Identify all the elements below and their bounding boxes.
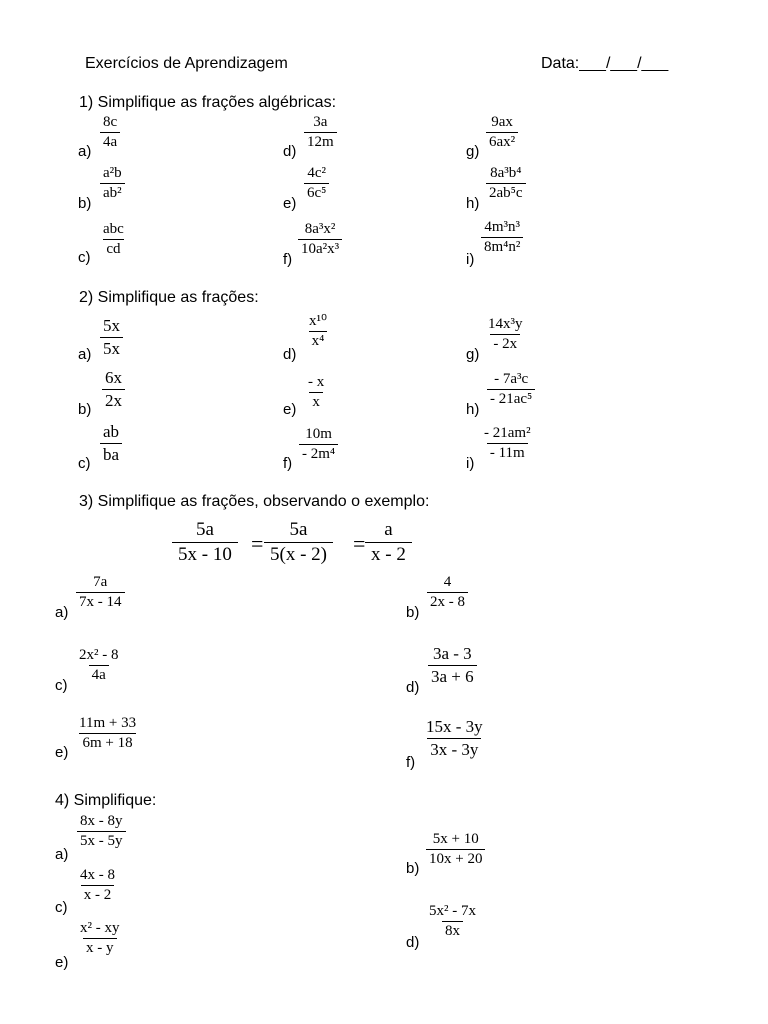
s2-g-label: g) bbox=[466, 346, 480, 363]
s2-c-fraction bbox=[100, 422, 122, 464]
denominator: x⁴ bbox=[309, 331, 328, 350]
denominator: 10x + 20 bbox=[426, 849, 485, 868]
numerator: - x bbox=[308, 374, 325, 390]
example-fraction-3 bbox=[365, 519, 412, 566]
example-fraction-2 bbox=[264, 519, 333, 566]
section-3-title: 3) Simplifique as frações, observando o exemplo: bbox=[79, 493, 430, 510]
denominator: - 2m⁴ bbox=[299, 444, 338, 463]
denominator: 10a²x³ bbox=[298, 239, 342, 258]
numerator: 11m + 33 bbox=[79, 715, 137, 731]
denominator: x - y bbox=[83, 938, 117, 957]
numerator: - 7a³c bbox=[494, 371, 529, 387]
numerator: a bbox=[384, 519, 393, 540]
denominator: 4a bbox=[100, 132, 120, 151]
denominator: 5(x - 2) bbox=[264, 542, 333, 566]
denominator: - 11m bbox=[487, 443, 528, 462]
s1-f-label: f) bbox=[283, 251, 293, 268]
s3-c-label: c) bbox=[55, 677, 68, 694]
example-fraction-1 bbox=[172, 519, 238, 566]
s3-d-fraction bbox=[428, 644, 477, 686]
numerator: 9ax bbox=[491, 114, 513, 130]
numerator: 2x² - 8 bbox=[79, 647, 119, 663]
s2-a-label: a) bbox=[78, 346, 92, 363]
numerator: 8x - 8y bbox=[80, 813, 123, 829]
s1-a-fraction bbox=[100, 114, 120, 152]
s1-c-label: c) bbox=[78, 249, 91, 266]
numerator: 14x³y bbox=[488, 316, 523, 332]
s4-e-label: e) bbox=[55, 954, 69, 971]
s2-h-fraction bbox=[487, 371, 535, 409]
denominator: x bbox=[309, 392, 323, 411]
numerator: 6x bbox=[105, 368, 122, 387]
s2-b-fraction bbox=[102, 368, 125, 410]
s1-h-label: h) bbox=[466, 195, 480, 212]
s1-g-label: g) bbox=[466, 143, 480, 160]
s1-d-fraction bbox=[304, 114, 337, 152]
s1-e-label: e) bbox=[283, 195, 297, 212]
numerator: abc bbox=[103, 221, 124, 237]
equals-sign: = bbox=[353, 531, 366, 556]
s2-g-fraction bbox=[485, 316, 526, 354]
s4-d-fraction bbox=[426, 903, 479, 941]
s2-i-fraction bbox=[481, 425, 534, 463]
s2-e-fraction bbox=[305, 374, 327, 412]
numerator: x¹⁰ bbox=[309, 313, 328, 329]
denominator: 3a + 6 bbox=[428, 665, 477, 687]
s3-e-fraction bbox=[76, 715, 139, 753]
worksheet-title: Exercícios de Aprendizagem bbox=[85, 55, 288, 72]
s2-i-label: i) bbox=[466, 455, 475, 472]
s4-b-fraction bbox=[426, 831, 485, 869]
numerator: 5a bbox=[195, 519, 214, 540]
s2-f-label: f) bbox=[283, 455, 293, 472]
denominator: ba bbox=[100, 443, 122, 465]
numerator: 4x - 8 bbox=[80, 867, 115, 883]
s1-a-label: a) bbox=[78, 143, 92, 160]
numerator: 15x - 3y bbox=[426, 717, 483, 736]
numerator: 4m³n³ bbox=[484, 219, 521, 235]
numerator: 8a³x² bbox=[304, 221, 336, 237]
s4-e-fraction bbox=[77, 920, 123, 958]
s1-i-label: i) bbox=[466, 251, 475, 268]
numerator: 3a bbox=[313, 114, 328, 130]
numerator: 4c² bbox=[307, 165, 327, 181]
s3-f-fraction bbox=[423, 717, 486, 759]
denominator: x - 2 bbox=[365, 542, 412, 566]
numerator: 8a³b⁴ bbox=[490, 165, 522, 181]
numerator: 5x² - 7x bbox=[429, 903, 476, 919]
s1-f-fraction bbox=[298, 221, 342, 259]
numerator: 5x bbox=[103, 316, 120, 335]
s1-b-fraction bbox=[100, 165, 125, 203]
denominator: 3x - 3y bbox=[427, 738, 481, 760]
numerator: 8c bbox=[103, 114, 118, 130]
s3-b-fraction bbox=[427, 574, 468, 612]
denominator: 4a bbox=[89, 665, 109, 684]
denominator: - 21ac⁵ bbox=[487, 389, 535, 408]
s3-e-label: e) bbox=[55, 744, 69, 761]
s2-d-fraction bbox=[306, 313, 330, 351]
denominator: 6c⁵ bbox=[304, 183, 329, 202]
denominator: 6ax² bbox=[486, 132, 518, 151]
s3-d-label: d) bbox=[406, 679, 420, 696]
denominator: cd bbox=[103, 239, 123, 258]
denominator: 12m bbox=[304, 132, 337, 151]
s1-h-fraction bbox=[486, 165, 526, 203]
denominator: 5x - 10 bbox=[172, 542, 238, 566]
s2-f-fraction bbox=[299, 426, 338, 464]
s1-d-label: d) bbox=[283, 143, 297, 160]
denominator: 5x bbox=[100, 337, 123, 359]
numerator: 4 bbox=[443, 574, 452, 590]
s2-b-label: b) bbox=[78, 401, 92, 418]
s4-a-fraction bbox=[77, 813, 126, 851]
numerator: 5a bbox=[289, 519, 308, 540]
s2-c-label: c) bbox=[78, 455, 91, 472]
numerator: 10m bbox=[305, 426, 332, 442]
s4-c-label: c) bbox=[55, 899, 68, 916]
s2-e-label: e) bbox=[283, 401, 297, 418]
s3-a-label: a) bbox=[55, 604, 69, 621]
s3-b-label: b) bbox=[406, 604, 420, 621]
denominator: 8m⁴n² bbox=[481, 237, 523, 256]
numerator: a²b bbox=[103, 165, 122, 181]
s2-d-label: d) bbox=[283, 346, 297, 363]
s1-b-label: b) bbox=[78, 195, 92, 212]
numerator: 3a - 3 bbox=[432, 644, 472, 663]
s1-e-fraction bbox=[304, 165, 329, 203]
denominator: 2x bbox=[102, 389, 125, 411]
numerator: 5x + 10 bbox=[432, 831, 479, 847]
equals-sign: = bbox=[251, 531, 264, 556]
denominator: 7x - 14 bbox=[76, 592, 125, 611]
numerator: 7a bbox=[93, 574, 108, 590]
s2-h-label: h) bbox=[466, 401, 480, 418]
s2-a-fraction bbox=[100, 316, 123, 358]
denominator: - 2x bbox=[490, 334, 520, 353]
numerator: - 21am² bbox=[484, 425, 531, 441]
s3-a-fraction bbox=[76, 574, 125, 612]
s4-d-label: d) bbox=[406, 934, 420, 951]
section-2-title: 2) Simplifique as frações: bbox=[79, 289, 259, 306]
s3-f-label: f) bbox=[406, 754, 416, 771]
s4-b-label: b) bbox=[406, 860, 420, 877]
denominator: 2ab⁵c bbox=[486, 183, 526, 202]
denominator: ab² bbox=[100, 183, 125, 202]
s1-c-fraction bbox=[100, 221, 127, 259]
denominator: 5x - 5y bbox=[77, 831, 126, 850]
numerator: x² - xy bbox=[80, 920, 120, 936]
section-1-title: 1) Simplifique as frações algébricas: bbox=[79, 94, 337, 111]
s1-g-fraction bbox=[486, 114, 518, 152]
section-4-title: 4) Simplifique: bbox=[55, 792, 157, 809]
date-field: Data:___/___/___ bbox=[541, 55, 669, 72]
denominator: x - 2 bbox=[81, 885, 115, 904]
numerator: ab bbox=[103, 422, 120, 441]
s4-a-label: a) bbox=[55, 846, 69, 863]
denominator: 6m + 18 bbox=[79, 733, 135, 752]
s4-c-fraction bbox=[77, 867, 118, 905]
denominator: 2x - 8 bbox=[427, 592, 468, 611]
denominator: 8x bbox=[442, 921, 463, 940]
s1-i-fraction bbox=[481, 219, 523, 257]
s3-c-fraction bbox=[76, 647, 122, 685]
